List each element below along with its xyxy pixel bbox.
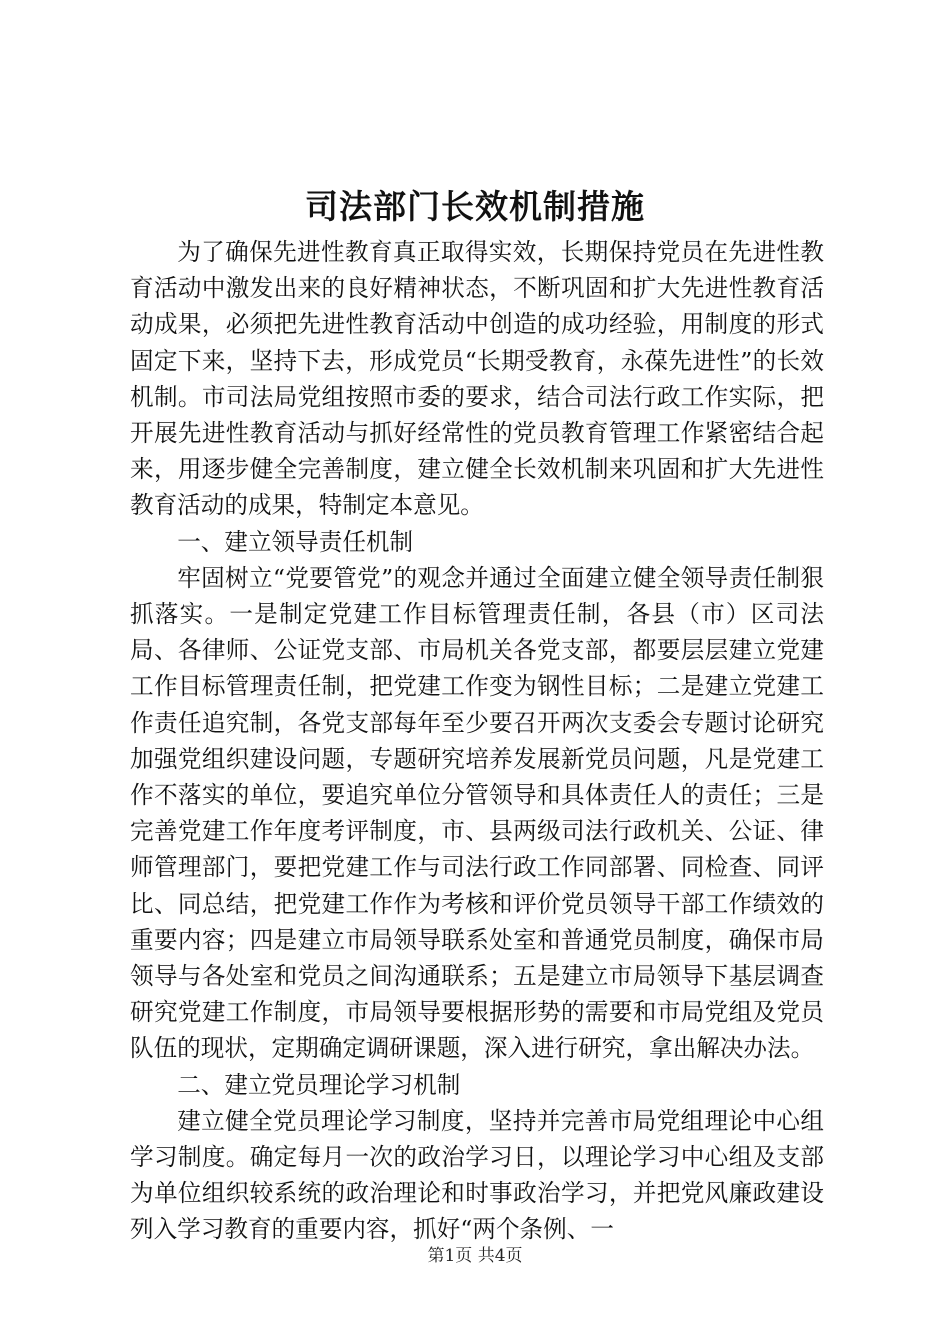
paragraph-leadership: 牢固树立“党要管党”的观念并通过全面建立健全领导责任制狠抓落实。一是制定党建工作目标管理责任制，各县（市）区司法局、各律师、公证党支部、市局机关各党支部，都要层层建立党建工作目标管理责任制，把党建工作变为钢性目标；二是建立党建工作责任追究制，各党支部每年至少要召开两次支委会专题讨论研究加强党组织建设问题，专题研究培养发展新党员问题，凡是党建工作不落实的单位，要追究单位分管领导和具体责任人的责任；三是完善党建工作年度考评制度，市、县两级司法行政机关、公证、律师管理部门，要把党建工作与司法行政工作同部署、同检查、同评比、同总结，把党建工作作为考核和评价党员领导干部工作绩效的重要内容；四是建立市局领导联系处室和普通党员制度，确保市局领导与各处室和党员之间沟通联系；五是建立市局领导下基层调查研究党建工作制度，市局领导要根据形势的需要和市局党组及党员队伍的现状，定期确定调研课题，深入进行研究，拿出解决办法。 bbox=[130, 563, 824, 1063]
section-heading-1: 一、建立领导责任机制 bbox=[177, 527, 414, 556]
paragraph-study: 建立健全党员理论学习制度，坚持并完善市局党组理论中心组学习制度。确定每月一次的政治学习日，以理论学习中心组及支部为单位组织较系统的政治理论和时事政治学习，并把党风廉政建设列入学习教育的重要内容，抓好“两个条例、一 bbox=[130, 1106, 824, 1244]
document-body bbox=[130, 234, 824, 1248]
document-title: 司法部门长效机制措施 bbox=[305, 187, 645, 226]
page-footer: 第1页 共4页 bbox=[427, 1246, 523, 1266]
paragraph-intro: 为了确保先进性教育真正取得实效，长期保持党员在先进性教育活动中激发出来的良好精神状态，不断巩固和扩大先进性教育活动成果，必须把先进性教育活动中创造的成功经验，用制度的形式固定下来，坚持下去，形成党员“长期受教育，永葆先进性”的长效机制。市司法局党组按照市委的要求，结合司法行政工作实际，把开展先进性教育活动与抓好经常性的党员教育管理工作紧密结合起来，用逐步健全完善制度，建立健全长效机制来巩固和扩大先进性教育活动的成果，特制定本意见。 bbox=[130, 238, 824, 520]
section-heading-2: 二、建立党员理论学习机制 bbox=[177, 1070, 461, 1099]
